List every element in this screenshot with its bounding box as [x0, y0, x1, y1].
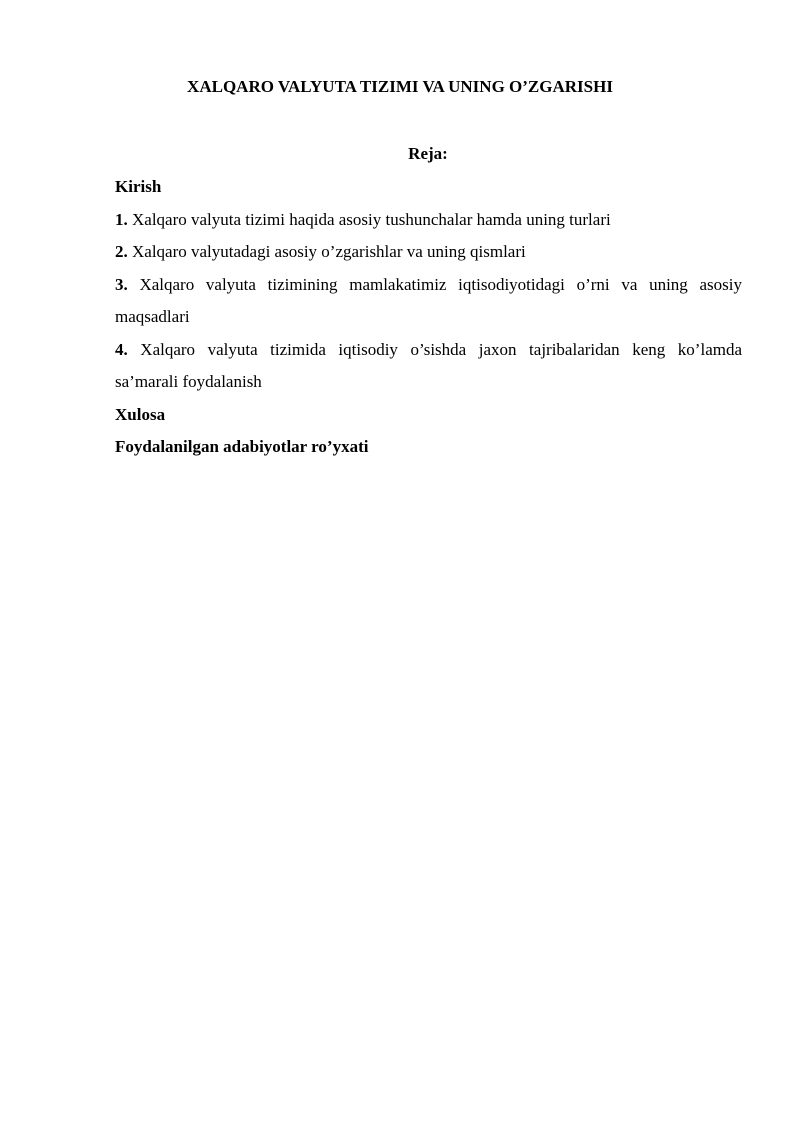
plan-item-3-continuation: maqsadlari [115, 307, 190, 326]
plan-heading: Reja: [408, 144, 448, 163]
plan-item-text: Xalqaro valyuta tizimida iqtisodiy o’sishda jaxon tajribalaridan keng ko’lamda [140, 339, 743, 359]
plan-item-2 [115, 236, 742, 269]
plan-item-number: 1. [115, 209, 128, 229]
plan-item-number: 3. [115, 274, 128, 294]
plan-item-number: 2. [115, 242, 128, 261]
references-entry: Foydalanilgan adabiyotlar ro’yxati [115, 437, 369, 456]
document-title: XALQARO VALYUTA TIZIMI VA UNING O’ZGARISHI [187, 77, 613, 96]
plan-list [115, 171, 742, 464]
plan-item-text: Xalqaro valyuta tizimi haqida asosiy tushunchalar hamda uning turlari [132, 209, 611, 229]
intro-entry: Kirish [115, 177, 162, 196]
plan-item-1 [115, 204, 742, 237]
plan-item-4-continuation: sa’marali foydalanish [115, 372, 262, 391]
plan-item-text: Xalqaro valyutadagi asosiy o’zgarishlar va uning qismlari [132, 242, 526, 261]
plan-item-4 [115, 334, 742, 367]
plan-item-3 [115, 269, 742, 302]
conclusion-entry: Xulosa [115, 404, 166, 424]
plan-item-text: Xalqaro valyuta tizimining mamlakatimiz iqtisodiyotidagi o’rni va uning asosiy [139, 274, 742, 294]
plan-item-number: 4. [115, 339, 128, 359]
